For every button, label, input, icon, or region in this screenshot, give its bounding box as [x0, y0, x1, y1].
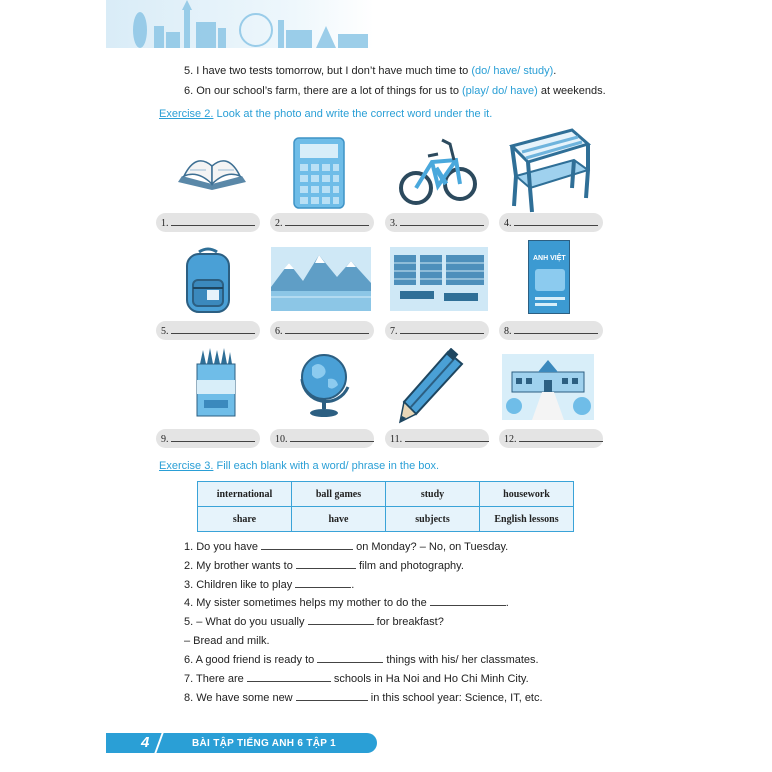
- verb-hint: (do/ have/ study): [471, 65, 554, 77]
- exercise2-instruction: Look at the photo and write the correct word under the it.: [213, 108, 493, 120]
- answer-blank-1[interactable]: [156, 213, 260, 232]
- question-text-end: in this school year: Science, IT, etc.: [367, 692, 543, 704]
- answer-blank-3[interactable]: [385, 213, 489, 232]
- word-box: [197, 481, 574, 532]
- word-box-cell: housework: [480, 482, 574, 507]
- picture-book: [172, 140, 252, 205]
- word-box-cell: have: [292, 507, 386, 532]
- sentence-end: at weekends.: [537, 85, 606, 97]
- sentence-text: 6. On our school’s farm, there are a lot of things for us to: [184, 85, 462, 97]
- book-icon: [172, 140, 252, 200]
- question-5-answer: [184, 635, 270, 647]
- picture-bicycle: [398, 132, 478, 215]
- question-text: 5. – What do you usually: [184, 616, 308, 628]
- question-3: [184, 579, 354, 591]
- blank-number: 11.: [390, 434, 403, 445]
- blank-number: 1.: [161, 218, 169, 229]
- answer-blank-11[interactable]: [385, 429, 489, 448]
- crayons-icon: [194, 346, 236, 418]
- sentence-end: .: [553, 65, 557, 77]
- backpack-icon: [181, 246, 235, 316]
- picture-dictionary: [528, 240, 570, 314]
- picture-globe: [294, 347, 354, 424]
- answer-blank-8[interactable]: [499, 321, 603, 340]
- question-text: 7. There are: [184, 673, 247, 685]
- blank-number: 4.: [504, 218, 512, 229]
- header-skyline-banner: [106, 0, 374, 48]
- answer-blank-7[interactable]: [385, 321, 489, 340]
- blank-number: 3.: [390, 218, 398, 229]
- question-7: [184, 673, 529, 685]
- question-text-end: on Monday? – No, on Tuesday.: [353, 541, 509, 553]
- blank-number: 10.: [275, 434, 288, 445]
- word-box-cell: international: [198, 482, 292, 507]
- fill-gap[interactable]: [247, 673, 331, 682]
- bicycle-icon: [398, 132, 478, 210]
- answer-blank-4[interactable]: [499, 213, 603, 232]
- book-title: BÀI TẬP TIẾNG ANH 6 TẬP 1: [192, 738, 337, 749]
- pencil-icon: [398, 348, 466, 424]
- question-text: 1. Do you have: [184, 541, 262, 553]
- answer-text: – Bread and milk.: [184, 635, 270, 647]
- mountain-landscape-icon: [271, 247, 371, 311]
- question-text: 6. A good friend is ready to: [184, 654, 318, 666]
- exercise1-item-6: [184, 85, 606, 97]
- school-building-icon: [502, 354, 594, 420]
- skyline-illustration: [106, 0, 374, 48]
- verb-hint: (play/ do/ have): [462, 85, 538, 97]
- word-box-cell: English lessons: [480, 507, 574, 532]
- word-box-cell: share: [198, 507, 292, 532]
- blank-number: 12.: [504, 434, 517, 445]
- blank-number: 2.: [275, 218, 283, 229]
- question-text: 3. Children like to play: [184, 579, 296, 591]
- picture-mountains: [271, 247, 371, 316]
- question-4: [184, 597, 509, 609]
- answer-blank-6[interactable]: [270, 321, 374, 340]
- exercise3-heading: [159, 460, 439, 472]
- picture-backpack: [181, 246, 235, 321]
- blank-number: 6.: [275, 326, 283, 337]
- answer-blank-5[interactable]: [156, 321, 260, 340]
- exercise2-label: Exercise 2.: [159, 108, 214, 120]
- answer-blank-10[interactable]: [270, 429, 374, 448]
- question-text-end: .: [351, 579, 355, 591]
- picture-bench: [502, 126, 594, 219]
- library-icon: [390, 247, 488, 311]
- picture-calculator: [290, 136, 348, 215]
- question-text-end: film and photography.: [355, 560, 464, 572]
- word-box-row: [198, 482, 574, 507]
- blank-number: 9.: [161, 434, 169, 445]
- question-text-end: things with his/ her classmates.: [383, 654, 539, 666]
- fill-gap[interactable]: [296, 560, 356, 569]
- exercise3-label: Exercise 3.: [159, 460, 214, 472]
- question-5: [184, 616, 444, 628]
- blank-number: 8.: [504, 326, 512, 337]
- exercise3-instruction: Fill each blank with a word/ phrase in the box.: [213, 460, 440, 472]
- fill-gap[interactable]: [295, 579, 351, 588]
- word-box-cell: ball games: [292, 482, 386, 507]
- question-text: 4. My sister sometimes helps my mother to do the: [184, 597, 430, 609]
- exercise1-item-5: [184, 65, 556, 77]
- sentence-text: 5. I have two tests tomorrow, but I don’t have much time to: [184, 65, 472, 77]
- picture-library: [390, 247, 488, 316]
- bench-icon: [502, 126, 594, 214]
- picture-crayons: [194, 346, 236, 423]
- fill-gap[interactable]: [317, 654, 383, 663]
- answer-blank-2[interactable]: [270, 213, 374, 232]
- fill-gap[interactable]: [308, 616, 374, 625]
- blank-number: 5.: [161, 326, 169, 337]
- dictionary-icon: [528, 240, 570, 314]
- page-number: 4: [141, 734, 150, 751]
- dictionary-cover-title: ANH VIỆT: [533, 255, 566, 262]
- calculator-icon: [290, 136, 348, 210]
- word-box-cell: study: [386, 482, 480, 507]
- word-box-row: [198, 507, 574, 532]
- fill-gap[interactable]: [261, 541, 353, 550]
- question-2: [184, 560, 464, 572]
- question-text-end: for breakfast?: [373, 616, 444, 628]
- blank-number: 7.: [390, 326, 398, 337]
- exercise2-heading: [159, 108, 492, 120]
- question-text-end: schools in Ha Noi and Ho Chi Minh City.: [330, 673, 529, 685]
- question-1: [184, 541, 508, 553]
- question-8: [184, 692, 543, 704]
- question-text-end: .: [505, 597, 509, 609]
- globe-icon: [294, 347, 354, 419]
- question-6: [184, 654, 539, 666]
- word-box-cell: subjects: [386, 507, 480, 532]
- answer-blank-12[interactable]: [499, 429, 603, 448]
- question-text: 2. My brother wants to: [184, 560, 296, 572]
- picture-pencil: [398, 348, 466, 429]
- fill-gap[interactable]: [296, 692, 368, 701]
- picture-school-building: [502, 354, 594, 425]
- answer-blank-9[interactable]: [156, 429, 260, 448]
- fill-gap[interactable]: [430, 597, 506, 606]
- question-text: 8. We have some new: [184, 692, 296, 704]
